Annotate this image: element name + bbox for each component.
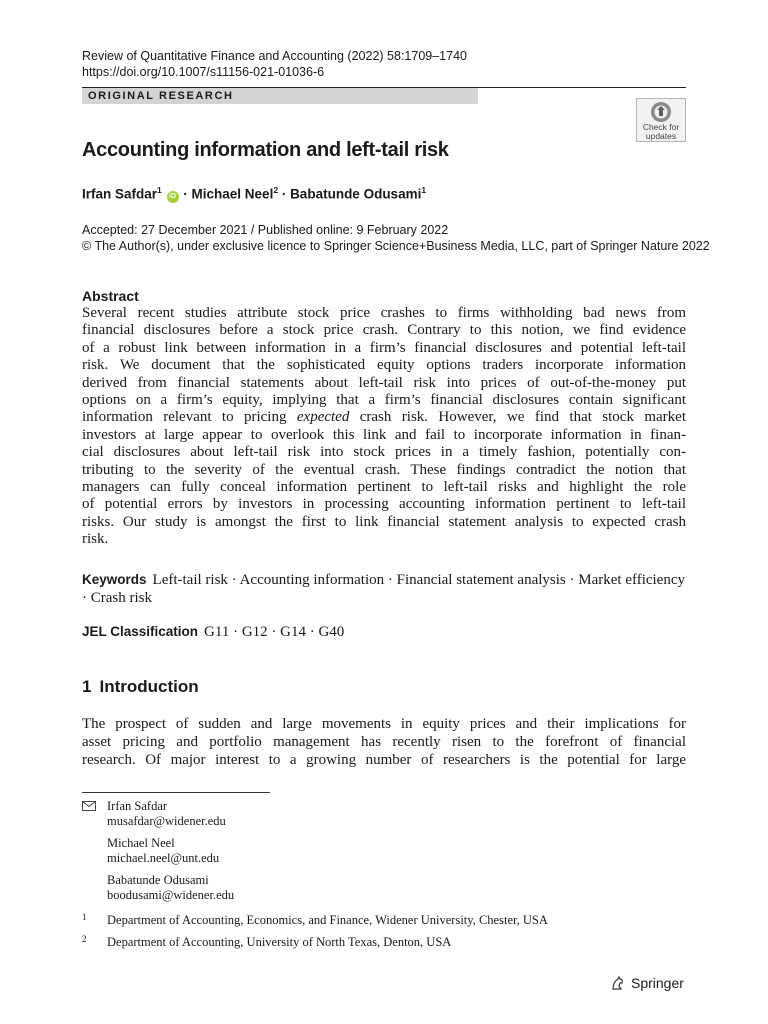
affiliation-text: Department of Accounting, Economics, and Finance, Widener University, Chester, USA bbox=[107, 913, 548, 927]
publication-info bbox=[82, 222, 710, 254]
publication-dates: Accepted: 27 December 2021 / Published online: 9 February 2022 bbox=[82, 223, 449, 237]
affiliation-entry bbox=[82, 935, 548, 950]
section-title: Introduction bbox=[99, 677, 199, 696]
author-name[interactable]: Babatunde Odusami bbox=[290, 186, 422, 202]
section-number: 1 bbox=[82, 677, 92, 696]
author-affil-mark: 2 bbox=[273, 185, 279, 195]
section-heading bbox=[82, 677, 199, 697]
abstract-heading: Abstract bbox=[82, 288, 139, 304]
author-affil-mark: 1 bbox=[157, 185, 162, 195]
affiliation-entry bbox=[82, 913, 548, 928]
contact-name: Babatunde Odusami bbox=[107, 873, 209, 887]
contact-email[interactable]: boodusami@widener.edu bbox=[107, 888, 235, 902]
journal-header bbox=[82, 48, 467, 80]
author-separator: · bbox=[179, 186, 192, 202]
affiliation-number: 2 bbox=[82, 934, 87, 944]
keywords bbox=[82, 571, 686, 607]
abstract-line: risk. bbox=[82, 531, 109, 548]
abstract-line: financial disclosures before a stock price crash. Contrary to this notion, we find evidence bbox=[82, 322, 686, 339]
contact-entry bbox=[82, 836, 234, 866]
article-title: Accounting information and left-tail risk bbox=[82, 139, 449, 161]
abstract-line: risk. We document that the sophisticated equity options traders incorporate information bbox=[82, 357, 686, 374]
affiliation-text: Department of Accounting, University of North Texas, Denton, USA bbox=[107, 935, 452, 949]
envelope-icon bbox=[82, 801, 96, 811]
intro-line: asset pricing and portfolio management has recently risen to the forefront of financial bbox=[82, 734, 686, 750]
intro-line: research. Of major interest to a growing number of researchers is the potential for large bbox=[82, 752, 686, 768]
footnote-divider bbox=[82, 792, 270, 793]
abstract-line: Several recent studies attribute stock price crashes to firms withholding bad news from bbox=[82, 305, 686, 321]
contact-email[interactable]: michael.neel@unt.edu bbox=[107, 851, 220, 865]
intro-line: The prospect of sudden and large movements in equity prices and their implications for bbox=[82, 716, 686, 732]
copyright-notice: © The Author(s), under exclusive licence to Springer Science+Business Media, LLC, part of Springer Nature 2022 bbox=[82, 239, 710, 253]
section-banner: ORIGINAL RESEARCH bbox=[82, 88, 478, 104]
journal-citation: Review of Quantitative Finance and Accounting (2022) 58:1709–1740 bbox=[82, 49, 467, 63]
contact-email[interactable]: musafdar@widener.edu bbox=[107, 814, 226, 828]
springer-horse-icon bbox=[610, 975, 626, 991]
abstract-line: of potential errors by investors in processing accounting information pertinent to left-tail bbox=[82, 496, 686, 513]
author-name[interactable]: Michael Neel bbox=[191, 186, 274, 202]
affiliation-list bbox=[82, 913, 548, 957]
abstract-line: derived from financial statements about left-tail risk into prices of out-of-the-money put bbox=[82, 374, 686, 391]
abstract-line: investors at large appear to overlook this link and fail to incorporate information in finan- bbox=[82, 426, 686, 443]
section-banner-row bbox=[82, 87, 686, 106]
publisher-name: Springer bbox=[631, 975, 684, 991]
contact-entry bbox=[82, 799, 234, 829]
emphasis: expected bbox=[296, 409, 350, 426]
abstract-line: cial disclosures about left-tail risk into stock prices in a timely fashion, potentially con- bbox=[82, 444, 686, 461]
abstract-line: options on a firm’s equity, implying that a firm’s financial disclosures contain significant bbox=[82, 391, 686, 408]
orcid-icon[interactable]: iD bbox=[167, 191, 179, 203]
check-for-updates-badge[interactable] bbox=[636, 98, 686, 142]
keywords-label: Keywords bbox=[82, 572, 147, 587]
publisher-logo bbox=[610, 975, 684, 991]
doi-link[interactable]: https://doi.org/10.1007/s11156-021-01036-6 bbox=[82, 65, 325, 79]
intro-paragraph bbox=[82, 715, 686, 769]
contact-name: Irfan Safdar bbox=[107, 799, 168, 813]
abstract-line: information relevant to pricing expected crash risk. However, we find that stock market bbox=[82, 409, 686, 426]
abstract-line: tributing to the severity of the eventual crash. These findings contradict the notion that bbox=[82, 461, 686, 478]
abstract-line: managers can fully conceal information pertinent to left-tail risks and highlight the role bbox=[82, 478, 686, 495]
jel-codes: G11 · G12 · G14 · G40 bbox=[204, 624, 345, 640]
jel-classification bbox=[82, 624, 344, 641]
keywords-text: Left-tail risk · Accounting information · Financial statement analysis · Market efficiency · Crash risk bbox=[82, 572, 686, 606]
author-separator: · bbox=[278, 186, 291, 202]
abstract-line: of a robust link between information in a firm’s financial disclosures and potential left-tail bbox=[82, 339, 686, 356]
check-for-updates-label: Check for updates bbox=[642, 122, 680, 141]
update-ribbon-icon bbox=[650, 101, 672, 123]
affiliation-number: 1 bbox=[82, 912, 87, 922]
author-name[interactable]: Irfan Safdar bbox=[82, 186, 158, 202]
contact-name: Michael Neel bbox=[107, 836, 175, 850]
contact-entry bbox=[82, 873, 234, 903]
author-list bbox=[82, 185, 426, 203]
contact-list bbox=[82, 799, 234, 910]
abstract-body bbox=[82, 305, 686, 548]
author-affil-mark: 1 bbox=[421, 185, 427, 195]
abstract-line: risks. Our study is amongst the first to link financial statement analysis to expected crash bbox=[82, 513, 686, 530]
jel-label: JEL Classification bbox=[82, 624, 199, 639]
